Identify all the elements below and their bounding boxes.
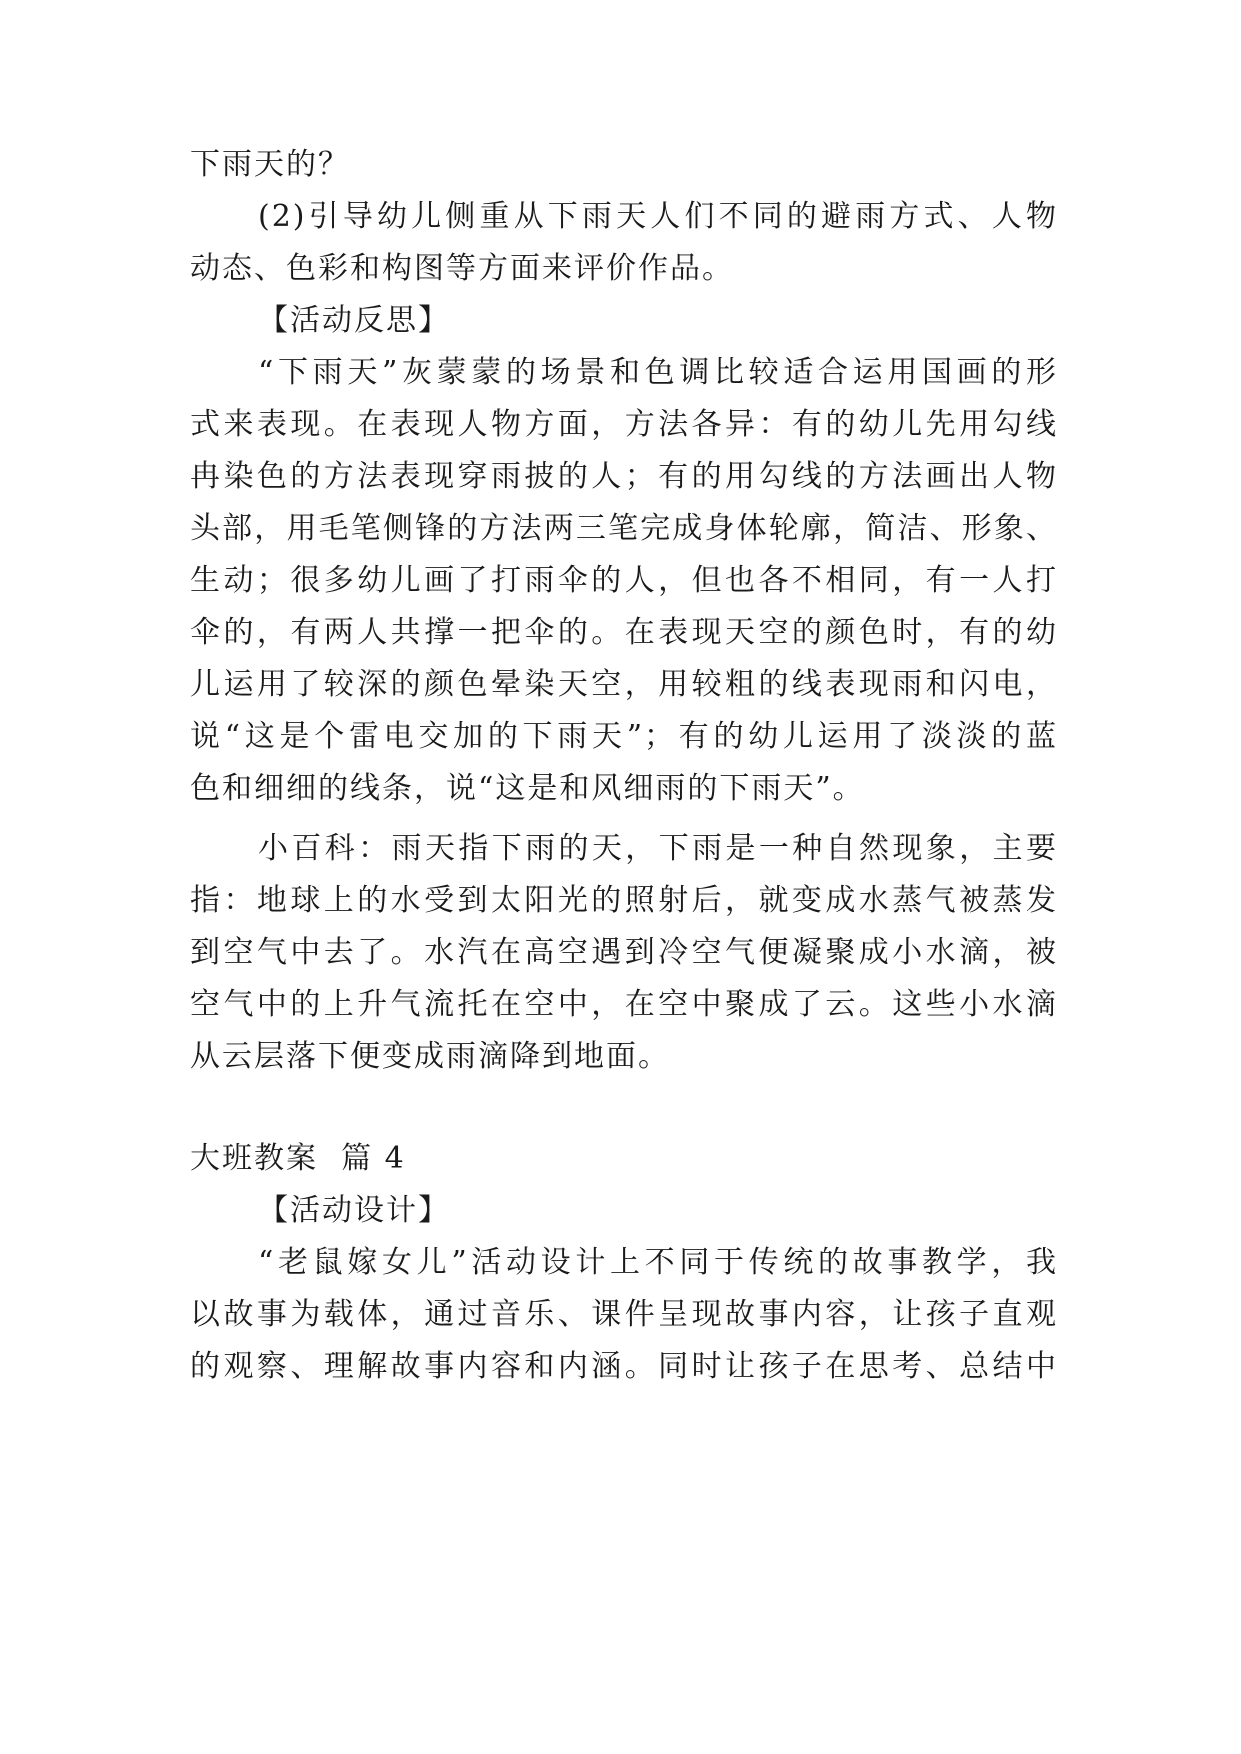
section-heading-reflection: 【活动反思】: [258, 303, 450, 338]
text-line: 头部，用毛笔侧锋的方法两三笔完成身体轮廓，简洁、形象、: [190, 511, 1058, 546]
text-line: 从云层落下便变成雨滴降到地面。: [190, 1039, 670, 1074]
text-line: 动态、色彩和构图等方面来评价作品。: [190, 251, 734, 286]
text-line: 指：地球上的水受到太阳光的照射后，就变成水蒸气被蒸发: [190, 883, 1058, 918]
text-line: (2)引导幼儿侧重从下雨天人们不同的避雨方式、人物: [258, 199, 1058, 234]
text-line: 下雨天的？: [190, 147, 350, 182]
text-line: “老鼠嫁女儿”活动设计上不同于传统的故事教学，我: [258, 1245, 1058, 1280]
text-line: “下雨天”灰蒙蒙的场景和色调比较适合运用国画的形: [258, 355, 1058, 390]
text-line: 生动；很多幼儿画了打雨伞的人，但也各不相同，有一人打: [190, 563, 1058, 598]
text-line: 色和细细的线条，说“这是和风细雨的下雨天”。: [190, 771, 865, 806]
text-line: 伞的，有两人共撑一把伞的。在表现天空的颜色时，有的幼: [190, 615, 1058, 650]
section-title: 大班教案 篇 4: [190, 1141, 406, 1176]
section-heading-design: 【活动设计】: [258, 1193, 450, 1228]
text-line: 式来表现。在表现人物方面，方法各异：有的幼儿先用勾线: [190, 407, 1058, 442]
text-line: 儿运用了较深的颜色晕染天空，用较粗的线表现雨和闪电，: [190, 667, 1058, 702]
text-line: 以故事为载体，通过音乐、课件呈现故事内容，让孩子直观: [190, 1297, 1058, 1332]
text-line: 到空气中去了。水汽在高空遇到冷空气便凝聚成小水滴，被: [190, 935, 1058, 970]
text-line: 的观察、理解故事内容和内涵。同时让孩子在思考、总结中: [190, 1349, 1058, 1384]
text-line: 冉染色的方法表现穿雨披的人；有的用勾线的方法画出人物: [190, 459, 1058, 494]
text-line: 空气中的上升气流托在空中，在空中聚成了云。这些小水滴: [190, 987, 1058, 1022]
text-line: 说“这是个雷电交加的下雨天”；有的幼儿运用了淡淡的蓝: [190, 719, 1058, 754]
text-line: 小百科：雨天指下雨的天，下雨是一种自然现象，主要: [258, 831, 1058, 866]
